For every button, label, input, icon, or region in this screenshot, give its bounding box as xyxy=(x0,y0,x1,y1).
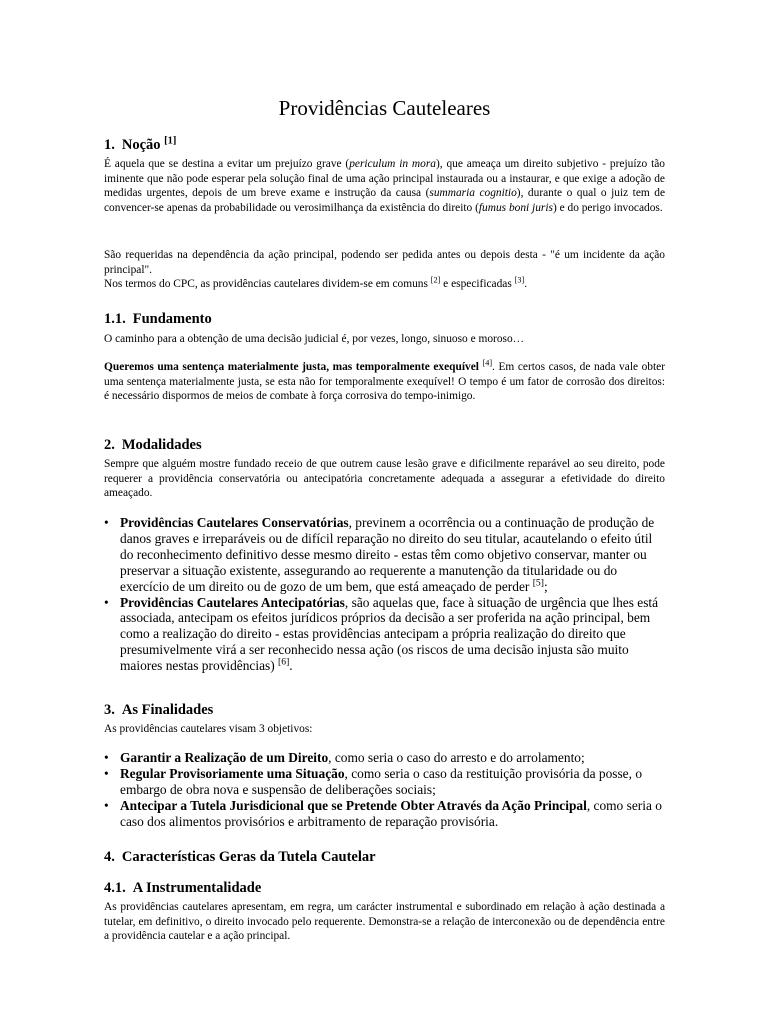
section-title: Noção xyxy=(121,137,161,153)
section-1-heading xyxy=(104,136,176,154)
section-number: 3. xyxy=(104,702,115,718)
finalidades-list xyxy=(104,750,665,830)
section-1-1-paragraph-2: Queremos uma sentença materialmente justa, mas temporalmente exequível [4]. Em certos casos, de nada vale obter uma sentença materialmente justa, se esta não for temporalmente exequível! O tempo é um fator de corrosão dos direitos: é necessário dispormos de meios de combate à força corrosiva do tempo-inimigo. xyxy=(104,358,666,403)
section-1-paragraph-2: São requeridas na dependência da ação principal, podendo ser pedida antes ou depois desta - "é um incidente da ação principal". xyxy=(104,249,665,276)
section-1-paragraph-1: É aquela que se destina a evitar um prejuízo grave (periculum in mora), que ameaça um direito subjetivo - prejuízo tão iminente que não pode esperar pela solução final de uma ação principal instaurada ou a instaurar, e que exige a adoção de medidas urgentes, depois de um breve exame e instrução da causa (summaria cognitio), durante o qual o juiz tem de convencer-se apenas da probabilidade ou verosimilhança da existência do direito (fumus boni juris) e do perigo invocados. xyxy=(104,158,665,214)
footnote-ref[interactable]: [2] xyxy=(430,275,441,285)
list-item: • Providências Cautelares Conservatórias, previnem a ocorrência ou a continuação de produção de danos graves e irreparáveis ou de difícil reparação no direito do seu titular, acautelando o efeito útil do reconhecimento definitivo desse mesmo direito - estas têm como objetivo conservar, manter ou preservar a situação existente, assegurando ao requerente a manutenção da titularidade ou do exercício de um direito ou de gozo de um bem, que está ameaçado de perder [5]; xyxy=(104,515,655,594)
section-number: 4. xyxy=(104,849,115,865)
bullet-icon: • xyxy=(104,750,109,765)
list-item: • Regular Provisoriamente uma Situação, como seria o caso da restituição provisória da posse, o embargo de obra nova e suspensão de deliberações sociais; xyxy=(104,765,643,797)
section-title: Características Geras da Tutela Cautelar xyxy=(121,849,376,865)
section-1-1-heading xyxy=(104,310,212,328)
section-number: 4.1. xyxy=(104,880,126,896)
section-2-paragraph-1: Sempre que alguém mostre fundado receio de que outrem cause lesão grave e dificilmente reparável ao seu direito, pode requerer a providência conservatória ou antecipatória concretamente adequada a assegurar a efetividade do direito ameaçado. xyxy=(104,458,665,500)
list-item: • Antecipar a Tutela Jurisdicional que se Pretende Obter Através da Ação Principal, como seria o caso dos alimentos provisórios e arbitramento de reparação provisória. xyxy=(104,797,662,829)
section-title: A Instrumentalidade xyxy=(132,880,262,896)
modalidades-list xyxy=(104,515,665,674)
bullet-icon: • xyxy=(104,594,109,610)
section-number: 1. xyxy=(104,137,115,153)
section-2-heading xyxy=(104,436,202,454)
section-number: 1.1. xyxy=(104,311,126,327)
bullet-icon: • xyxy=(104,515,109,530)
section-1-1-paragraph-1: O caminho para a obtenção de uma decisão judicial é, por vezes, longo, sinuoso e moroso… xyxy=(104,333,525,345)
section-4-heading xyxy=(104,848,376,866)
list-item: • Providências Cautelares Antecipatórias, são aquelas que, face à situação de urgência que lhes está associada, antecipam os efeitos jurídicos próprios da decisão a ser proferida na ação principal, bem como a realização do direito - estas providências antecipam a própria realização do direito que presumivelmente virá a ser reconhecido nessa ação (os riscos de uma decisão injusta são muito maiores nestas providências) [6]. xyxy=(104,594,659,674)
footnote-ref[interactable]: [4] xyxy=(482,358,493,368)
footnote-ref[interactable]: [5] xyxy=(532,577,544,589)
section-title: As Finalidades xyxy=(121,702,214,718)
section-4-1-paragraph-1: As providências cautelares apresentam, em regra, um carácter instrumental e subordinado em relação à ação destinada a tutelar, em definitivo, o direito invocado pelo requerente. Demonstra-se a relação de interconexão ou de dependência entre a providência cautelar e a ação principal. xyxy=(104,901,665,943)
bullet-icon: • xyxy=(104,797,109,813)
list-item: • Garantir a Realização de um Direito, como seria o caso do arresto e do arrolamento; xyxy=(104,750,585,765)
section-title: Fundamento xyxy=(132,311,212,327)
section-title: Modalidades xyxy=(121,437,202,453)
document-title: Providências Cauteleares xyxy=(278,96,491,120)
section-1-paragraph-3: Nos termos do CPC, as providências cautelares dividem-se em comuns [2] e especificadas [3]. xyxy=(104,275,528,290)
footnote-ref[interactable]: [6] xyxy=(278,656,290,668)
bullet-icon: • xyxy=(104,765,109,781)
section-3-heading xyxy=(104,701,213,719)
section-3-paragraph-1: As providências cautelares visam 3 objetivos: xyxy=(104,723,313,735)
footnote-ref[interactable]: [1] xyxy=(164,135,177,147)
section-number: 2. xyxy=(104,437,115,453)
section-4-1-heading xyxy=(104,879,261,897)
footnote-ref[interactable]: [3] xyxy=(514,275,525,285)
